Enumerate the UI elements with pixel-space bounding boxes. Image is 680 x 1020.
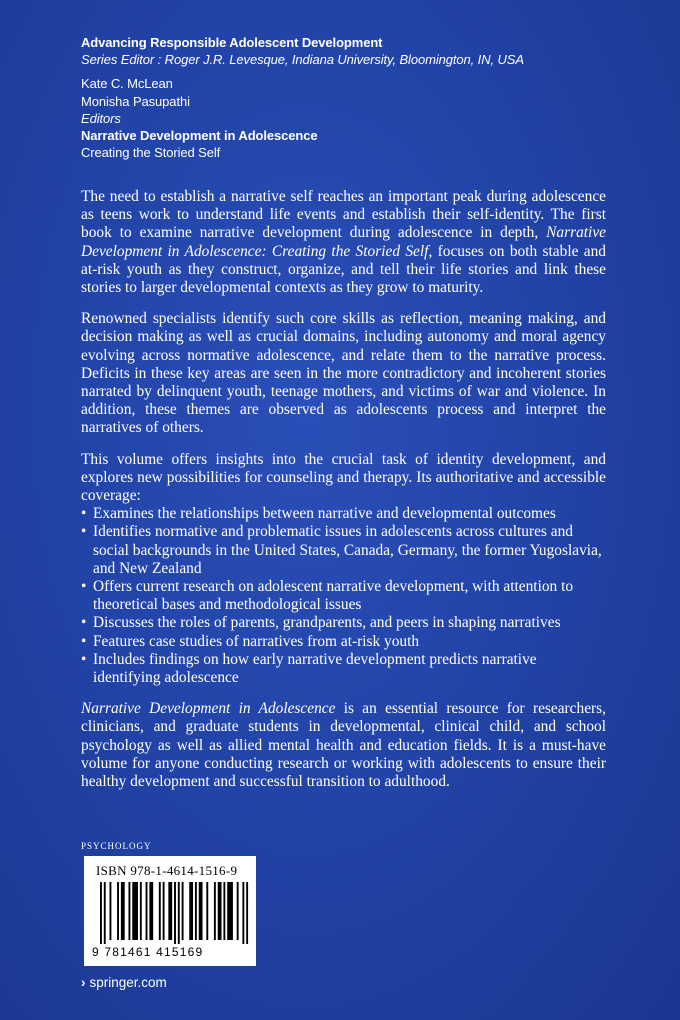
editors-label: Editors (81, 110, 121, 126)
series-header (81, 34, 641, 161)
barcode-digits: 9 781461 415169 (92, 945, 204, 959)
editor-name: Kate C. McLean (81, 76, 173, 92)
barcode (84, 856, 256, 966)
subject-category: PSYCHOLOGY (81, 841, 152, 851)
book-subtitle: Creating the Storied Self (81, 145, 221, 161)
book-title-italic: Narrative Development in Adolescence: Creating the Storied Self (81, 224, 606, 260)
paragraph: Narrative Development in Adolescence is an essential resource for researchers, clinicians, and graduate students in developmental, clinical child, and school psychology as well as allied mental health and education fields. It is a must-have volume for anyone conducting research or working with adolescents to ensure their healthy development and successful transition to adulthood. (81, 700, 607, 791)
barcode-bars (100, 882, 250, 944)
blurb (81, 188, 606, 804)
list-item: • Discusses the roles of parents, grandparents, and peers in shaping narratives (81, 614, 561, 632)
isbn-label: ISBN 978-1-4614-1516-9 (96, 863, 238, 878)
series-editor: Series Editor : Roger J.R. Levesque, Indiana University, Bloomington, IN, USA (81, 52, 524, 68)
book-title: Narrative Development in Adolescence (81, 128, 318, 144)
series-title: Advancing Responsible Adolescent Development (81, 35, 383, 50)
paragraph: This volume offers insights into the crucial task of identity development, and explores new possibilities for counseling and therapy. Its authoritative and accessible coverage: (81, 450, 606, 505)
list-item: • Offers current research on adolescent narrative development, with attention to theoretical bases and methodological issues (81, 578, 574, 614)
chevron-right-icon: › (81, 975, 86, 990)
paragraph: Renowned specialists identify such core skills as reflection, meaning making, and decision making as well as crucial domains, including autonomy and moral agency evolving across normative adolescence, and relate them to the narrative process. Deficits in these key areas are seen in the more contradictory and incoherent stories narrated by delinquent youth, teenage mothers, and victims of war and violence. In addition, these themes are observed as adolescents process and interpret the narratives of others. (81, 310, 606, 437)
editor-name: Monisha Pasupathi (81, 93, 190, 109)
paragraph: The need to establish a narrative self reaches an important peak during adolescence as teens work to understand life events and establish their self-identity. The first book to examine narrative development during adolescence in depth, Narrative Development in Adolescence: Creating the Storied Self, focuses on both stable and at-risk youth as they construct, organize, and tell their life stories and link these stories to larger developmental contexts as they grow to maturity. (81, 188, 606, 297)
list-item: • Examines the relationships between narrative and developmental outcomes (81, 505, 556, 523)
list-item: • Features case studies of narratives from at-risk youth (81, 632, 420, 650)
list-item: • Includes findings on how early narrative development predicts narrative identifying adolescence (81, 650, 537, 687)
coverage-list (81, 505, 606, 687)
book-title-italic: Narrative Development in Adolescence (81, 700, 336, 718)
publisher-link[interactable] (81, 975, 167, 990)
publisher-website: springer.com (89, 975, 167, 990)
list-item: • Identifies normative and problematic issues in adolescents across cultures and social backgrounds in the United States, Canada, Germany, the former Yugoslavia, and New Zealand (81, 523, 602, 577)
